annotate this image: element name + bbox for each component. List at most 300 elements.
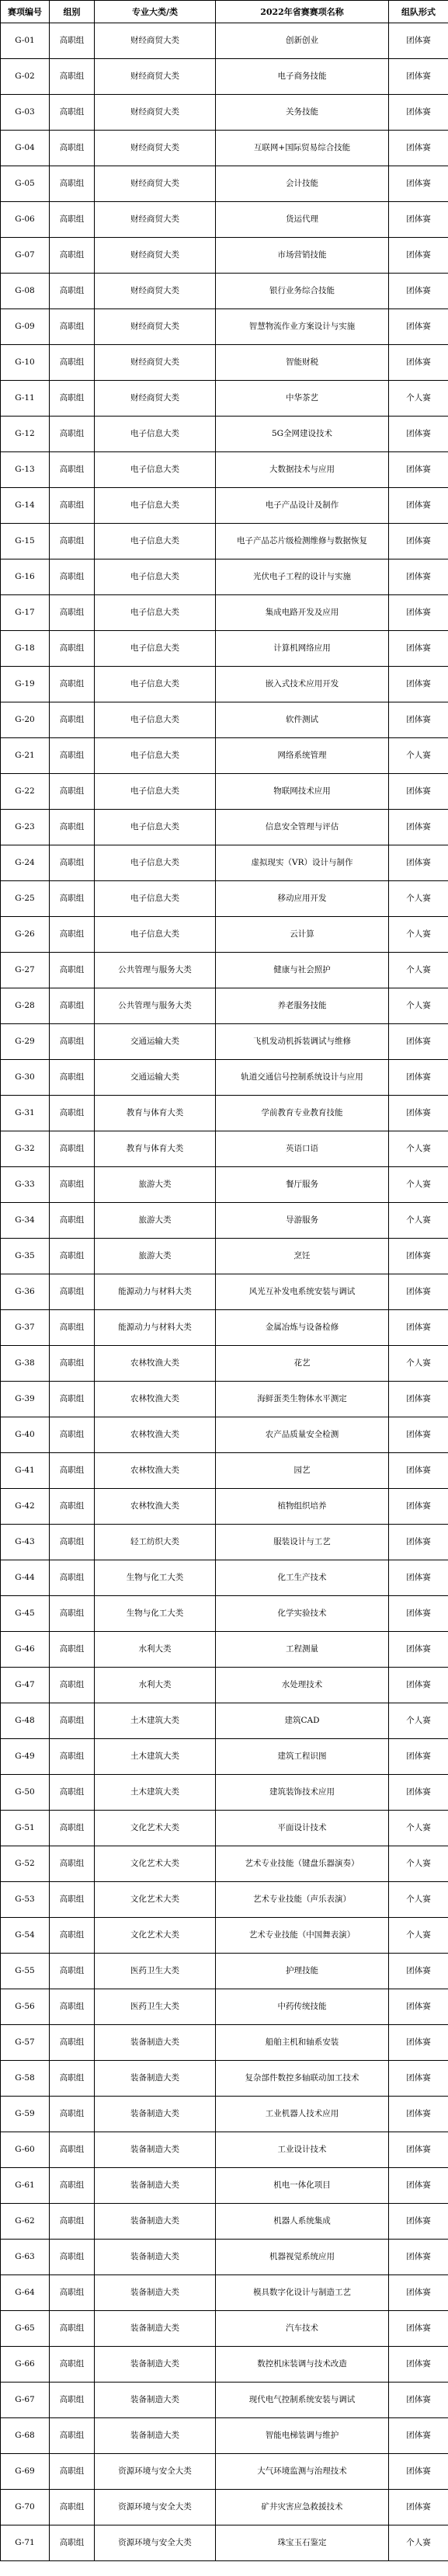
cell-team-format: 团体赛: [389, 845, 448, 881]
cell-team-format: 个人赛: [389, 881, 448, 917]
cell-event-name: 餐厅服务: [216, 1167, 389, 1203]
table-row: [1, 2418, 448, 2454]
cell-team-format: 团体赛: [389, 274, 448, 309]
table-row: [1, 774, 448, 810]
cell-id: G-22: [1, 774, 50, 810]
cell-id: G-23: [1, 810, 50, 845]
cell-id: G-69: [1, 2454, 50, 2490]
cell-group: 高职组: [50, 166, 95, 202]
cell-group: 高职组: [50, 1560, 95, 1596]
table-row: [1, 309, 448, 345]
cell-id: G-32: [1, 1131, 50, 1167]
cell-event-name: 矿井灾害应急救援技术: [216, 2490, 389, 2525]
cell-team-format: 个人赛: [389, 2525, 448, 2561]
cell-id: G-65: [1, 2311, 50, 2347]
cell-event-name: 大气环境监测与治理技术: [216, 2454, 389, 2490]
table-row: [1, 559, 448, 595]
table-row: [1, 1060, 448, 1096]
cell-group: 高职组: [50, 1203, 95, 1239]
cell-team-format: 团体赛: [389, 1632, 448, 1668]
cell-category: 装备制造大类: [95, 2311, 216, 2347]
cell-category: 交通运输大类: [95, 1060, 216, 1096]
cell-team-format: 团体赛: [389, 1775, 448, 1811]
cell-group: 高职组: [50, 917, 95, 953]
cell-category: 财经商贸大类: [95, 23, 216, 59]
cell-id: G-30: [1, 1060, 50, 1096]
cell-event-name: 电子产品设计及制作: [216, 488, 389, 524]
cell-group: 高职组: [50, 2168, 95, 2204]
cell-event-name: 中药传统技能: [216, 1989, 389, 2025]
cell-group: 高职组: [50, 309, 95, 345]
cell-category: 财经商贸大类: [95, 381, 216, 417]
cell-id: G-14: [1, 488, 50, 524]
cell-group: 高职组: [50, 595, 95, 631]
table-row: [1, 1811, 448, 1846]
cell-group: 高职组: [50, 1131, 95, 1167]
table-row: [1, 1989, 448, 2025]
cell-id: G-59: [1, 2097, 50, 2132]
cell-group: 高职组: [50, 2454, 95, 2490]
table-row: [1, 1096, 448, 1131]
table-row: [1, 2168, 448, 2204]
cell-team-format: 个人赛: [389, 953, 448, 988]
header-team-format: 组队形式: [389, 1, 448, 23]
cell-team-format: 团体赛: [389, 774, 448, 810]
cell-team-format: 个人赛: [389, 988, 448, 1024]
cell-event-name: 化工生产技术: [216, 1560, 389, 1596]
cell-group: 高职组: [50, 1346, 95, 1382]
cell-group: 高职组: [50, 810, 95, 845]
cell-event-name: 英语口语: [216, 1131, 389, 1167]
cell-category: 电子信息大类: [95, 559, 216, 595]
cell-category: 电子信息大类: [95, 488, 216, 524]
cell-group: 高职组: [50, 2061, 95, 2097]
table-row: [1, 131, 448, 166]
cell-event-name: 信息安全管理与评估: [216, 810, 389, 845]
cell-team-format: 团体赛: [389, 2490, 448, 2525]
cell-event-name: 花艺: [216, 1346, 389, 1382]
cell-category: 装备制造大类: [95, 2097, 216, 2132]
cell-team-format: 团体赛: [389, 1417, 448, 1453]
cell-event-name: 物联网技术应用: [216, 774, 389, 810]
table-row: [1, 1024, 448, 1060]
cell-team-format: 团体赛: [389, 1096, 448, 1131]
cell-id: G-57: [1, 2025, 50, 2061]
cell-id: G-50: [1, 1775, 50, 1811]
table-row: [1, 2025, 448, 2061]
cell-category: 财经商贸大类: [95, 345, 216, 381]
cell-group: 高职组: [50, 131, 95, 166]
cell-team-format: 个人赛: [389, 381, 448, 417]
cell-id: G-68: [1, 2418, 50, 2454]
cell-event-name: 互联网+国际贸易综合技能: [216, 131, 389, 166]
cell-team-format: 团体赛: [389, 1954, 448, 1989]
cell-category: 财经商贸大类: [95, 59, 216, 95]
cell-category: 电子信息大类: [95, 631, 216, 667]
cell-group: 高职组: [50, 1525, 95, 1560]
cell-team-format: 个人赛: [389, 1167, 448, 1203]
cell-category: 财经商贸大类: [95, 309, 216, 345]
cell-id: G-06: [1, 202, 50, 238]
cell-id: G-20: [1, 702, 50, 738]
cell-category: 财经商贸大类: [95, 202, 216, 238]
cell-team-format: 团体赛: [389, 2061, 448, 2097]
cell-group: 高职组: [50, 2311, 95, 2347]
cell-id: G-13: [1, 452, 50, 488]
cell-event-name: 复杂部件数控多轴联动加工技术: [216, 2061, 389, 2097]
table-row: [1, 1560, 448, 1596]
cell-category: 农林牧渔大类: [95, 1417, 216, 1453]
cell-event-name: 工业设计技术: [216, 2132, 389, 2168]
cell-id: G-37: [1, 1310, 50, 1346]
cell-team-format: 团体赛: [389, 1596, 448, 1632]
cell-id: G-61: [1, 2168, 50, 2204]
table-row: [1, 988, 448, 1024]
cell-event-name: 农产品质量安全检测: [216, 1417, 389, 1453]
cell-event-name: 模具数字化设计与制造工艺: [216, 2275, 389, 2311]
cell-category: 旅游大类: [95, 1239, 216, 1274]
table-row: [1, 1775, 448, 1811]
cell-id: G-08: [1, 274, 50, 309]
cell-team-format: 团体赛: [389, 1560, 448, 1596]
cell-team-format: 个人赛: [389, 738, 448, 774]
cell-id: G-05: [1, 166, 50, 202]
cell-group: 高职组: [50, 2383, 95, 2418]
table-row: [1, 738, 448, 774]
cell-category: 电子信息大类: [95, 810, 216, 845]
cell-event-name: 现代电气控制系统安装与调试: [216, 2383, 389, 2418]
cell-id: G-56: [1, 1989, 50, 2025]
cell-team-format: 团体赛: [389, 1668, 448, 1703]
cell-category: 水利大类: [95, 1668, 216, 1703]
cell-team-format: 团体赛: [389, 1310, 448, 1346]
cell-id: G-38: [1, 1346, 50, 1382]
cell-event-name: 光伏电子工程的设计与实施: [216, 559, 389, 595]
cell-group: 高职组: [50, 738, 95, 774]
cell-category: 土木建筑大类: [95, 1739, 216, 1775]
cell-category: 文化艺术大类: [95, 1918, 216, 1954]
cell-event-name: 网络系统管理: [216, 738, 389, 774]
cell-group: 高职组: [50, 381, 95, 417]
table-row: [1, 1489, 448, 1525]
cell-group: 高职组: [50, 2025, 95, 2061]
cell-category: 农林牧渔大类: [95, 1346, 216, 1382]
table-header-row: [1, 1, 448, 23]
cell-category: 文化艺术大类: [95, 1811, 216, 1846]
cell-id: G-67: [1, 2383, 50, 2418]
cell-category: 教育与体育大类: [95, 1096, 216, 1131]
cell-team-format: 团体赛: [389, 2454, 448, 2490]
cell-team-format: 团体赛: [389, 2240, 448, 2275]
cell-event-name: 大数据技术与应用: [216, 452, 389, 488]
cell-category: 电子信息大类: [95, 667, 216, 702]
cell-id: G-17: [1, 595, 50, 631]
cell-group: 高职组: [50, 1846, 95, 1882]
table-row: [1, 2132, 448, 2168]
cell-group: 高职组: [50, 417, 95, 452]
table-row: [1, 1525, 448, 1560]
cell-event-name: 建筑装饰技术应用: [216, 1775, 389, 1811]
cell-team-format: 个人赛: [389, 1203, 448, 1239]
cell-id: G-62: [1, 2204, 50, 2240]
table-row: [1, 1739, 448, 1775]
table-row: [1, 166, 448, 202]
cell-team-format: 团体赛: [389, 238, 448, 274]
cell-event-name: 货运代理: [216, 202, 389, 238]
cell-group: 高职组: [50, 774, 95, 810]
cell-category: 电子信息大类: [95, 702, 216, 738]
cell-category: 医药卫生大类: [95, 1954, 216, 1989]
cell-event-name: 电子产品芯片级检测维修与数据恢复: [216, 524, 389, 559]
cell-event-name: 嵌入式技术应用开发: [216, 667, 389, 702]
cell-team-format: 团体赛: [389, 2132, 448, 2168]
cell-category: 能源动力与材料大类: [95, 1274, 216, 1310]
cell-group: 高职组: [50, 1096, 95, 1131]
cell-category: 农林牧渔大类: [95, 1489, 216, 1525]
cell-event-name: 智能电梯装调与维护: [216, 2418, 389, 2454]
cell-group: 高职组: [50, 452, 95, 488]
cell-team-format: 团体赛: [389, 2025, 448, 2061]
table-row: [1, 202, 448, 238]
cell-id: G-55: [1, 1954, 50, 1989]
header-id: 赛项编号: [1, 1, 50, 23]
cell-team-format: 团体赛: [389, 1060, 448, 1096]
table-row: [1, 524, 448, 559]
cell-group: 高职组: [50, 1811, 95, 1846]
header-event-name: 2022年省赛赛项名称: [216, 1, 389, 23]
cell-group: 高职组: [50, 23, 95, 59]
table-row: [1, 2240, 448, 2275]
cell-category: 财经商贸大类: [95, 166, 216, 202]
table-row: [1, 1417, 448, 1453]
cell-team-format: 团体赛: [389, 631, 448, 667]
cell-id: G-04: [1, 131, 50, 166]
table-row: [1, 452, 448, 488]
cell-event-name: 智慧物流作业方案设计与实施: [216, 309, 389, 345]
cell-team-format: 团体赛: [389, 810, 448, 845]
table-row: [1, 1310, 448, 1346]
cell-id: G-45: [1, 1596, 50, 1632]
cell-category: 能源动力与材料大类: [95, 1310, 216, 1346]
cell-team-format: 团体赛: [389, 2383, 448, 2418]
cell-event-name: 船舶主机和轴系安装: [216, 2025, 389, 2061]
table-row: [1, 2454, 448, 2490]
cell-event-name: 建筑工程识图: [216, 1739, 389, 1775]
cell-category: 电子信息大类: [95, 774, 216, 810]
cell-id: G-60: [1, 2132, 50, 2168]
table-row: [1, 1954, 448, 1989]
cell-category: 装备制造大类: [95, 2418, 216, 2454]
cell-event-name: 创新创业: [216, 23, 389, 59]
cell-id: G-15: [1, 524, 50, 559]
table-row: [1, 1632, 448, 1668]
cell-group: 高职组: [50, 1489, 95, 1525]
cell-id: G-25: [1, 881, 50, 917]
cell-team-format: 团体赛: [389, 452, 448, 488]
cell-event-name: 云计算: [216, 917, 389, 953]
cell-group: 高职组: [50, 202, 95, 238]
cell-event-name: 工程测量: [216, 1632, 389, 1668]
cell-team-format: 个人赛: [389, 1918, 448, 1954]
cell-id: G-09: [1, 309, 50, 345]
cell-team-format: 团体赛: [389, 166, 448, 202]
cell-event-name: 化学实验技术: [216, 1596, 389, 1632]
cell-team-format: 团体赛: [389, 488, 448, 524]
table-row: [1, 1239, 448, 1274]
cell-group: 高职组: [50, 1739, 95, 1775]
cell-event-name: 工业机器人技术应用: [216, 2097, 389, 2132]
cell-id: G-49: [1, 1739, 50, 1775]
cell-category: 装备制造大类: [95, 2347, 216, 2383]
cell-event-name: 集成电路开发及应用: [216, 595, 389, 631]
cell-team-format: 团体赛: [389, 702, 448, 738]
cell-team-format: 团体赛: [389, 1274, 448, 1310]
cell-event-name: 关务技能: [216, 95, 389, 131]
cell-category: 资源环境与安全大类: [95, 2525, 216, 2561]
cell-event-name: 珠宝玉石鉴定: [216, 2525, 389, 2561]
cell-category: 土木建筑大类: [95, 1703, 216, 1739]
cell-group: 高职组: [50, 1167, 95, 1203]
cell-id: G-48: [1, 1703, 50, 1739]
cell-event-name: 软件测试: [216, 702, 389, 738]
cell-category: 公共管理与服务大类: [95, 988, 216, 1024]
cell-group: 高职组: [50, 1382, 95, 1417]
cell-team-format: 个人赛: [389, 1811, 448, 1846]
cell-event-name: 中华茶艺: [216, 381, 389, 417]
cell-category: 财经商贸大类: [95, 238, 216, 274]
cell-event-name: 导游服务: [216, 1203, 389, 1239]
cell-group: 高职组: [50, 2204, 95, 2240]
cell-category: 装备制造大类: [95, 2025, 216, 2061]
cell-group: 高职组: [50, 1703, 95, 1739]
table-row: [1, 631, 448, 667]
table-row: [1, 488, 448, 524]
cell-group: 高职组: [50, 1453, 95, 1489]
cell-team-format: 团体赛: [389, 1525, 448, 1560]
cell-group: 高职组: [50, 95, 95, 131]
table-row: [1, 1203, 448, 1239]
cell-event-name: 护理技能: [216, 1954, 389, 1989]
cell-group: 高职组: [50, 559, 95, 595]
cell-team-format: 团体赛: [389, 524, 448, 559]
cell-team-format: 团体赛: [389, 595, 448, 631]
cell-id: G-53: [1, 1882, 50, 1918]
cell-event-name: 汽车技术: [216, 2311, 389, 2347]
cell-id: G-64: [1, 2275, 50, 2311]
table-row: [1, 2311, 448, 2347]
cell-id: G-44: [1, 1560, 50, 1596]
cell-category: 装备制造大类: [95, 2168, 216, 2204]
table-row: [1, 667, 448, 702]
cell-category: 交通运输大类: [95, 1024, 216, 1060]
cell-category: 财经商贸大类: [95, 131, 216, 166]
cell-id: G-46: [1, 1632, 50, 1668]
cell-group: 高职组: [50, 1310, 95, 1346]
cell-group: 高职组: [50, 845, 95, 881]
cell-id: G-19: [1, 667, 50, 702]
cell-category: 装备制造大类: [95, 2240, 216, 2275]
table-row: [1, 1453, 448, 1489]
cell-category: 装备制造大类: [95, 2132, 216, 2168]
cell-id: G-12: [1, 417, 50, 452]
cell-id: G-27: [1, 953, 50, 988]
table-row: [1, 345, 448, 381]
cell-group: 高职组: [50, 2275, 95, 2311]
table-row: [1, 702, 448, 738]
cell-category: 资源环境与安全大类: [95, 2454, 216, 2490]
cell-team-format: 团体赛: [389, 1739, 448, 1775]
header-group: 组别: [50, 1, 95, 23]
cell-team-format: 团体赛: [389, 667, 448, 702]
cell-team-format: 团体赛: [389, 23, 448, 59]
cell-event-name: 电子商务技能: [216, 59, 389, 95]
cell-team-format: 团体赛: [389, 131, 448, 166]
cell-group: 高职组: [50, 2240, 95, 2275]
cell-category: 水利大类: [95, 1632, 216, 1668]
cell-event-name: 虚拟现实（VR）设计与制作: [216, 845, 389, 881]
table-row: [1, 881, 448, 917]
table-row: [1, 417, 448, 452]
cell-id: G-41: [1, 1453, 50, 1489]
cell-event-name: 水处理技术: [216, 1668, 389, 1703]
cell-category: 土木建筑大类: [95, 1775, 216, 1811]
cell-event-name: 建筑CAD: [216, 1703, 389, 1739]
cell-category: 文化艺术大类: [95, 1846, 216, 1882]
cell-id: G-31: [1, 1096, 50, 1131]
table-row: [1, 274, 448, 309]
cell-group: 高职组: [50, 2347, 95, 2383]
cell-group: 高职组: [50, 988, 95, 1024]
cell-group: 高职组: [50, 1918, 95, 1954]
cell-team-format: 团体赛: [389, 309, 448, 345]
table-row: [1, 1918, 448, 1954]
table-row: [1, 595, 448, 631]
table-row: [1, 2347, 448, 2383]
cell-team-format: 团体赛: [389, 1989, 448, 2025]
cell-category: 文化艺术大类: [95, 1882, 216, 1918]
cell-id: G-26: [1, 917, 50, 953]
cell-id: G-36: [1, 1274, 50, 1310]
cell-group: 高职组: [50, 1239, 95, 1274]
cell-category: 农林牧渔大类: [95, 1382, 216, 1417]
cell-id: G-16: [1, 559, 50, 595]
cell-team-format: 团体赛: [389, 2275, 448, 2311]
cell-id: G-47: [1, 1668, 50, 1703]
cell-id: G-02: [1, 59, 50, 95]
cell-group: 高职组: [50, 2132, 95, 2168]
table-row: [1, 917, 448, 953]
cell-id: G-33: [1, 1167, 50, 1203]
table-row: [1, 2275, 448, 2311]
cell-id: G-58: [1, 2061, 50, 2097]
cell-id: G-10: [1, 345, 50, 381]
cell-event-name: 智能财税: [216, 345, 389, 381]
cell-event-name: 养老服务技能: [216, 988, 389, 1024]
cell-team-format: 团体赛: [389, 2347, 448, 2383]
cell-group: 高职组: [50, 2525, 95, 2561]
table-row: [1, 1882, 448, 1918]
cell-event-name: 风光互补发电系统安装与调试: [216, 1274, 389, 1310]
cell-group: 高职组: [50, 1989, 95, 2025]
table-row: [1, 1131, 448, 1167]
cell-team-format: 团体赛: [389, 2311, 448, 2347]
table-row: [1, 1703, 448, 1739]
cell-group: 高职组: [50, 1274, 95, 1310]
cell-team-format: 团体赛: [389, 559, 448, 595]
cell-id: G-07: [1, 238, 50, 274]
cell-team-format: 个人赛: [389, 1703, 448, 1739]
cell-team-format: 团体赛: [389, 59, 448, 95]
